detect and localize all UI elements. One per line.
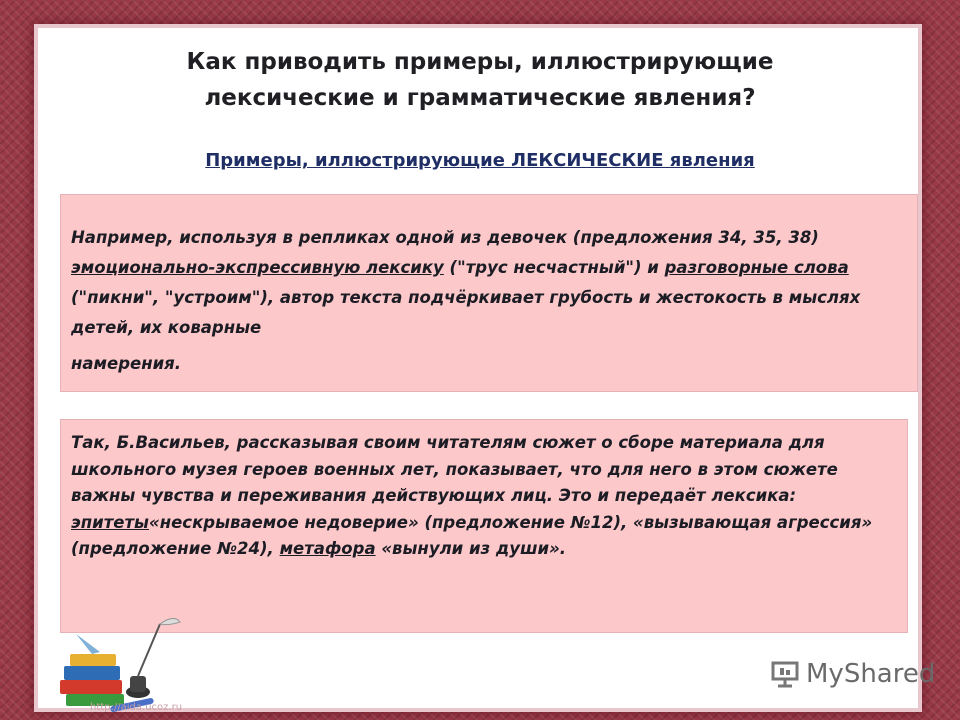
text-part: ("пикни", "устроим"), автор текста подчёркивает грубость и жестокость в мыслях детей, их коварные <box>71 288 861 337</box>
text-part: Например, используя в репликах одной из девочек (предложения 34, 35, 38) <box>71 228 819 247</box>
example-text-2 <box>71 430 895 563</box>
footer-url: http://aida.ucoz.ru <box>90 702 183 713</box>
underlined-term: метафора <box>279 539 376 558</box>
title-line-2: лексические и грамматические явления? <box>204 85 756 111</box>
slide-title <box>0 44 960 116</box>
example-box-2 <box>60 419 908 633</box>
example-text-1 <box>71 223 903 379</box>
text-part: Так, Б.Васильев, рассказывая своим читателям сюжет о сборе материала для школьного музея героев военных лет, показывает, что для него в этом сюжете важны чувства и переживания действующих лиц. Это и передаёт лексика: <box>71 433 838 505</box>
underlined-term: разговорные слова <box>664 258 849 277</box>
text-part: намерения. <box>71 354 182 373</box>
text-part: «нескрываемое недоверие» (предложение №12), «вызывающая агрессия» (предложение №24), <box>71 512 873 558</box>
text-part: ("трус несчастный") и <box>443 258 665 277</box>
title-line-1: Как приводить примеры, иллюстрирующие <box>186 49 774 75</box>
text-part: «вынули из души». <box>375 539 567 558</box>
presentation-icon <box>770 659 800 689</box>
myshared-logo <box>770 656 935 692</box>
underlined-term: эпитеты <box>71 512 149 532</box>
logo-text: MyShared <box>806 659 936 689</box>
underlined-term: эмоционально-экспрессивную лексику <box>71 258 444 277</box>
books-and-inkwell-icon <box>56 604 186 714</box>
slide-subtitle: Примеры, иллюстрирующие ЛЕКСИЧЕСКИЕ явления <box>205 150 755 171</box>
example-box-1 <box>60 194 918 392</box>
